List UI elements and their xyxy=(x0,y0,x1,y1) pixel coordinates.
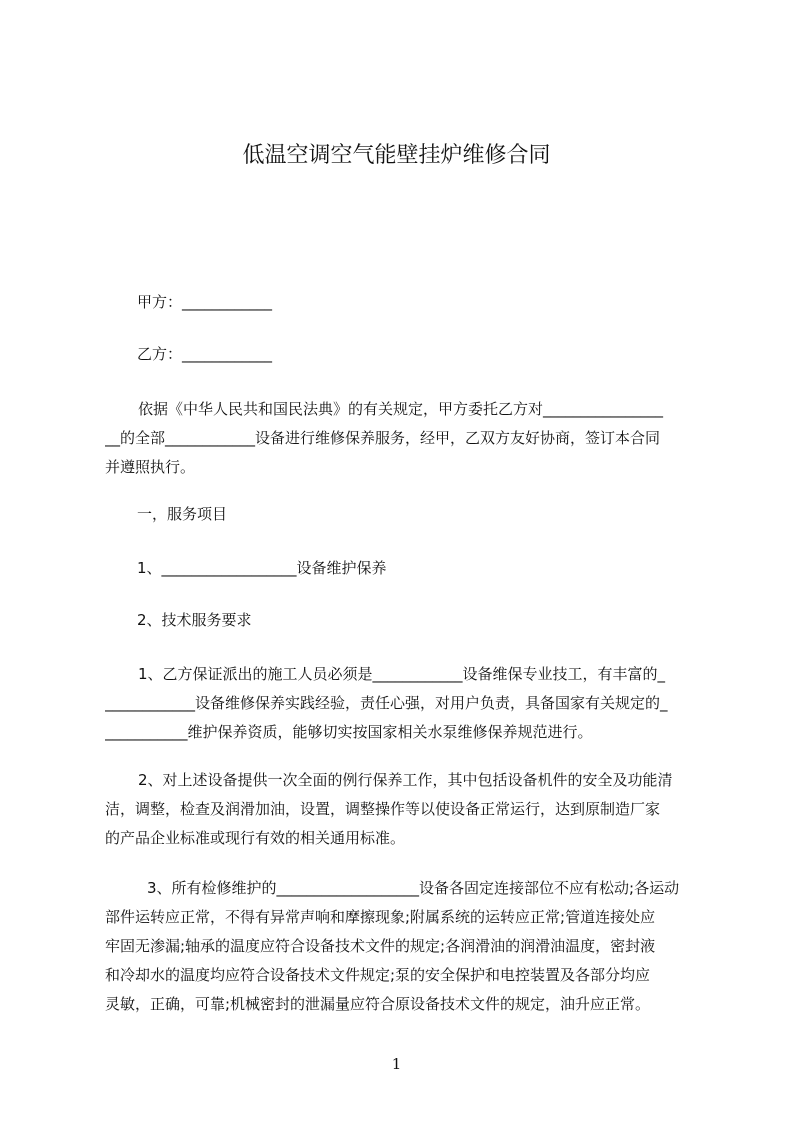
requirement-3-line-2: 部件运转应正常，不得有异常声响和摩擦现象;附属系统的运转应正常;管道连接处应 xyxy=(105,908,656,926)
service-item-2: 2、技术服务要求 xyxy=(137,611,252,629)
party-b-line: 乙方：____________ xyxy=(137,345,273,363)
requirement-1-line-1: 1、乙方保证派出的施工人员必须是____________设备维保专业技工，有丰富的_ xyxy=(138,665,666,683)
requirement-1-line-2: ____________设备维修保养实践经验，责任心强，对用户负责，具备国家有关规定的_ xyxy=(105,694,668,712)
requirement-2-paragraph xyxy=(105,766,697,853)
section-heading-service-items: 一，服务项目 xyxy=(137,505,228,523)
intro-line-1: 依据《中华人民共和国民法典》的有关规定，甲方委托乙方对________________ xyxy=(138,400,664,418)
intro-line-2: __的全部____________设备进行维修保养服务，经甲，乙双方友好协商，签订本合同 xyxy=(105,429,661,447)
service-item-1: 1、__________________设备维护保养 xyxy=(137,559,387,577)
document-title: 低温空调空气能壁挂炉维修合同 xyxy=(242,143,551,168)
requirement-3-line-1: 3、所有检修维护的___________________设备各固定连接部位不应有松动;各运动 xyxy=(147,879,680,897)
requirement-1-line-3: ___________维护保养资质，能够切实按国家相关水泵维修保养规范进行。 xyxy=(105,723,593,741)
requirement-2-line-3: 的产品企业标准或现行有效的相关通用标准。 xyxy=(105,829,406,847)
requirement-3-line-3: 牢固无渗漏;轴承的温度应符合设备技术文件的规定;各润滑油的润滑油温度，密封液 xyxy=(105,937,656,955)
requirement-3-line-5: 灵敏，正确，可靠;机械密封的泄漏量应符合原设备技术文件的规定，油升应正常。 xyxy=(105,995,651,1013)
intro-paragraph xyxy=(105,395,697,482)
intro-line-3: 并遵照执行。 xyxy=(105,458,196,476)
requirement-3-paragraph xyxy=(105,874,697,1019)
party-a-line: 甲方：____________ xyxy=(137,293,273,311)
page-number: 1 xyxy=(391,1055,402,1073)
requirement-2-line-1: 2、对上述设备提供一次全面的例行保养工作，其中包括设备机件的安全及功能清 xyxy=(138,771,673,789)
requirement-2-line-2: 洁，调整，检查及润滑加油，设置，调整操作等以使设备正常运行，达到原制造厂家 xyxy=(105,800,661,818)
requirement-1-paragraph xyxy=(105,660,697,747)
requirement-3-line-4: 和冷却水的温度均应符合设备技术文件规定;泵的安全保护和电控装置及各部分均应 xyxy=(105,966,651,984)
